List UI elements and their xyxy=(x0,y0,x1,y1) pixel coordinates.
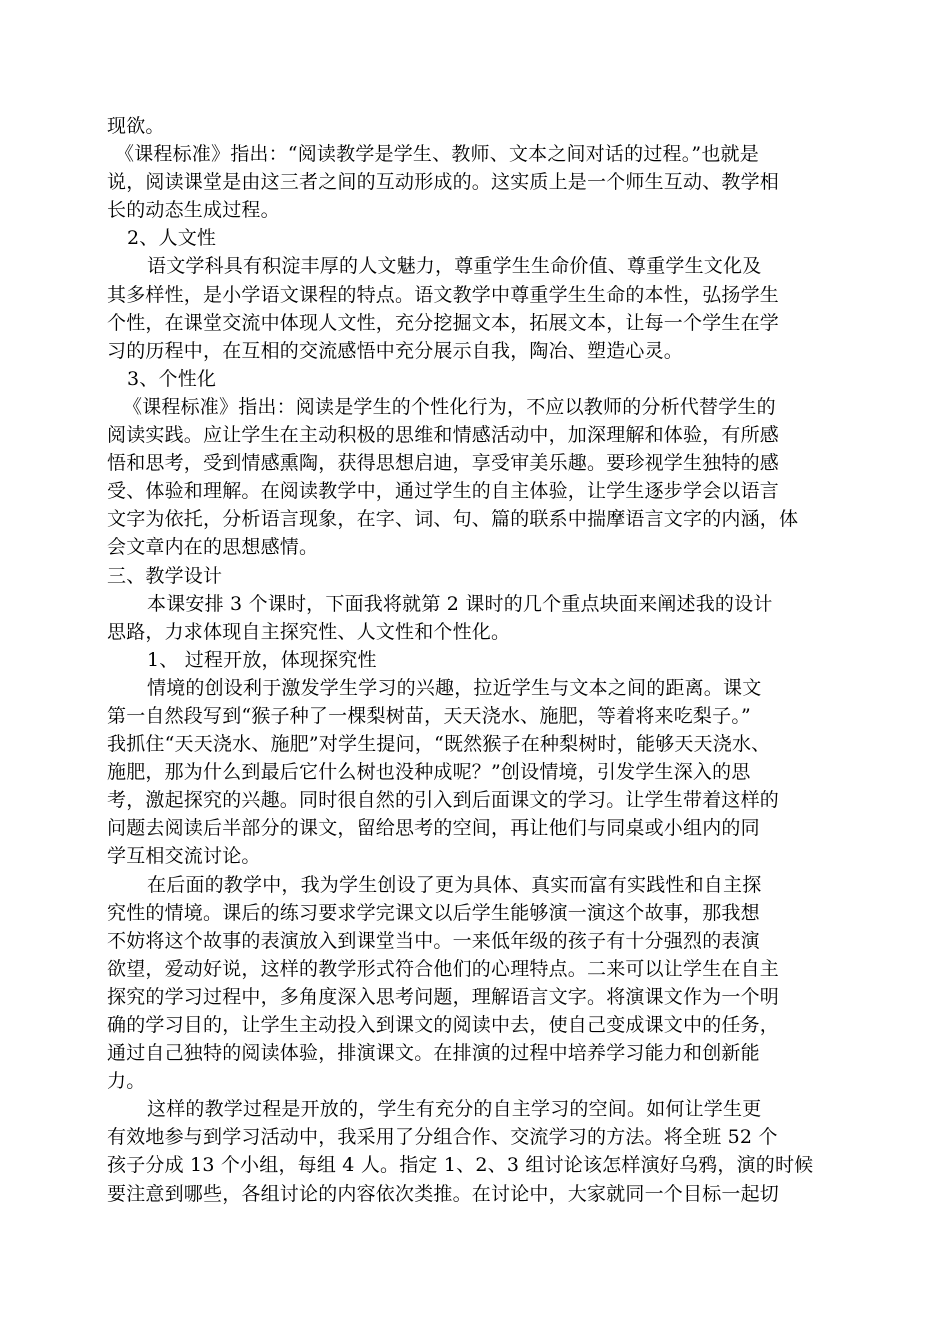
text-line: 孩子分成 13 个小组，每组 4 人。指定 1、2、3 组讨论该怎样演好乌鸦，演的时候 xyxy=(107,1154,814,1177)
text-line: 学互相交流讨论。 xyxy=(107,845,261,868)
text-line: 三、教学设计 xyxy=(107,564,223,587)
text-line: 《课程标准》指出：阅读是学生的个性化行为，不应以教师的分析代替学生的 xyxy=(123,395,776,418)
text-line: 说，阅读课堂是由这三者之间的互动形成的。这实质上是一个师生互动、教学相 xyxy=(107,171,780,194)
text-line: 《课程标准》指出：“阅读教学是学生、教师、文本之间对话的过程。”也就是 xyxy=(115,143,759,166)
text-line: 通过自己独特的阅读体验，排演课文。在排演的过程中培养学习能力和创新能 xyxy=(107,1042,760,1065)
text-line: 其多样性，是小学语文课程的特点。语文教学中尊重学生生命的本性，弘扬学生 xyxy=(107,283,780,306)
text-line: 个性，在课堂交流中体现人文性，充分挖掘文本，拓展文本，让每一个学生在学 xyxy=(107,311,780,334)
text-line: 不妨将这个故事的表演放入到课堂当中。一来低年级的孩子有十分强烈的表演 xyxy=(107,929,760,952)
text-line: 确的学习目的，让学生主动投入到课文的阅读中去，使自己变成课文中的任务， xyxy=(107,1014,780,1036)
text-line: 有效地参与到学习活动中，我采用了分组合作、交流学习的方法。将全班 52 个 xyxy=(107,1126,778,1149)
text-line: 2、人文性 xyxy=(127,227,217,250)
text-line: 1、 过程开放，体现探究性 xyxy=(147,648,377,671)
text-line: 思路，力求体现自主探究性、人文性和个性化。 xyxy=(107,620,511,643)
text-line: 习的历程中，在互相的交流感悟中充分展示自我，陶冶、塑造心灵。 xyxy=(107,339,684,362)
text-line: 第一自然段写到“猴子种了一棵梨树苗，天天浇水、施肥，等着将来吃梨子。” xyxy=(107,704,751,727)
text-line: 施肥，那为什么到最后它什么树也没种成呢？”创设情境，引发学生深入的思 xyxy=(107,761,751,784)
text-line: 探究的学习过程中，多角度深入思考问题，理解语言文字。将演课文作为一个明 xyxy=(107,985,780,1008)
text-line: 受、体验和理解。在阅读教学中，通过学生的自主体验，让学生逐步学会以语言 xyxy=(107,480,780,503)
text-line: 我抓住“天天浇水、施肥”对学生提问，“既然猴子在种梨树时，能够天天浇水、 xyxy=(107,733,771,756)
document-body xyxy=(107,112,853,1208)
text-line: 3、个性化 xyxy=(127,367,217,390)
text-line: 会文章内在的思想感情。 xyxy=(107,536,319,559)
text-line: 考，激起探究的兴趣。同时很自然的引入到后面课文的学习。让学生带着这样的 xyxy=(107,789,780,812)
text-line: 阅读实践。应让学生在主动积极的思维和情感活动中，加深理解和体验，有所感 xyxy=(107,424,780,447)
text-line: 本课安排 3 个课时，下面我将就第 2 课时的几个重点块面来阐述我的设计 xyxy=(147,592,773,615)
text-line: 要注意到哪些，各组讨论的内容依次类推。在讨论中，大家就同一个目标一起切 xyxy=(107,1182,780,1205)
text-line: 现欲。 xyxy=(107,115,165,137)
text-line: 这样的教学过程是开放的，学生有充分的自主学习的空间。如何让学生更 xyxy=(147,1098,762,1121)
text-line: 长的动态生成过程。 xyxy=(107,199,280,222)
text-line: 情境的创设利于激发学生学习的兴趣，拉近学生与文本之间的距离。课文 xyxy=(147,676,762,699)
text-line: 语文学科具有积淀丰厚的人文魅力，尊重学生生命价值、尊重学生文化及 xyxy=(147,255,762,278)
text-line: 问题去阅读后半部分的课文，留给思考的空间，再让他们与同桌或小组内的同 xyxy=(107,817,760,840)
text-line: 悟和思考，受到情感熏陶，获得思想启迪，享受审美乐趣。要珍视学生独特的感 xyxy=(107,452,780,475)
text-line: 文字为依托，分析语言现象，在字、词、句、篇的联系中揣摩语言文字的内涵，体 xyxy=(107,508,799,531)
text-line: 欲望，爱动好说，这样的教学形式符合他们的心理特点。二来可以让学生在自主 xyxy=(107,957,780,980)
text-line: 究性的情境。课后的练习要求学完课文以后学生能够演一演这个故事，那我想 xyxy=(107,901,760,924)
text-line: 在后面的教学中，我为学生创设了更为具体、真实而富有实践性和自主探 xyxy=(147,873,762,896)
text-line: 力。 xyxy=(107,1070,146,1093)
